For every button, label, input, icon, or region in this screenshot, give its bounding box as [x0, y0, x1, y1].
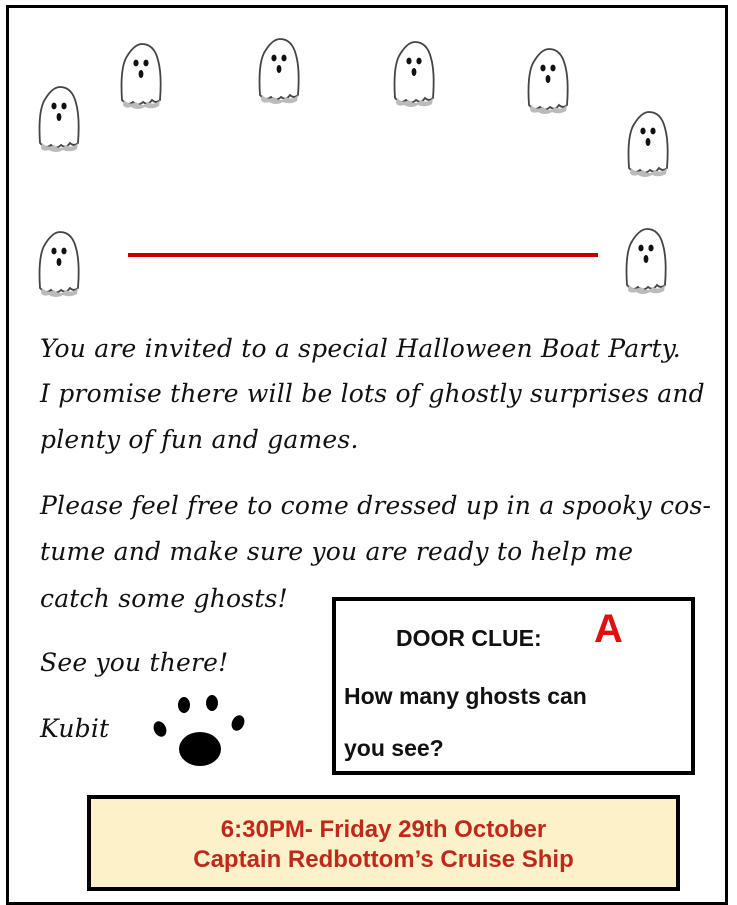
clue-letter: A — [594, 607, 623, 651]
ghost-icon — [519, 45, 575, 117]
paw-print-icon — [150, 693, 256, 773]
ghost-icon — [30, 83, 86, 155]
sign-off: See you there! — [40, 648, 229, 677]
clue-question-line-2: you see? — [344, 735, 444, 761]
event-time: 6:30PM- Friday 29th October — [220, 816, 547, 843]
invite-line-4: Please feel free to come dressed up in a spooky cos- — [40, 491, 712, 520]
door-clue-box — [332, 597, 695, 775]
ghost-icon — [619, 108, 675, 180]
event-location: Captain Redbottom’s Cruise Ship — [193, 846, 574, 873]
invite-line-5: tume and make sure you are ready to help me — [40, 537, 634, 566]
invite-line-1: You are invited to a special Halloween Boat Party. — [40, 334, 681, 363]
ghost-icon — [30, 228, 86, 300]
signature: Kubit — [40, 714, 110, 743]
clue-question-line-1: How many ghosts can — [344, 683, 587, 709]
ghost-icon — [617, 225, 673, 297]
event-details-box — [87, 795, 680, 891]
ghost-icon — [250, 35, 306, 107]
ghost-icon — [385, 38, 441, 110]
invite-line-6: catch some ghosts! — [40, 584, 288, 613]
invite-line-2: I promise there will be lots of ghostly surprises and — [40, 379, 705, 408]
invite-line-3: plenty of fun and games. — [40, 425, 359, 454]
clue-title: DOOR CLUE: — [396, 625, 542, 651]
name-blank-line — [128, 253, 598, 257]
ghost-icon — [112, 40, 168, 112]
